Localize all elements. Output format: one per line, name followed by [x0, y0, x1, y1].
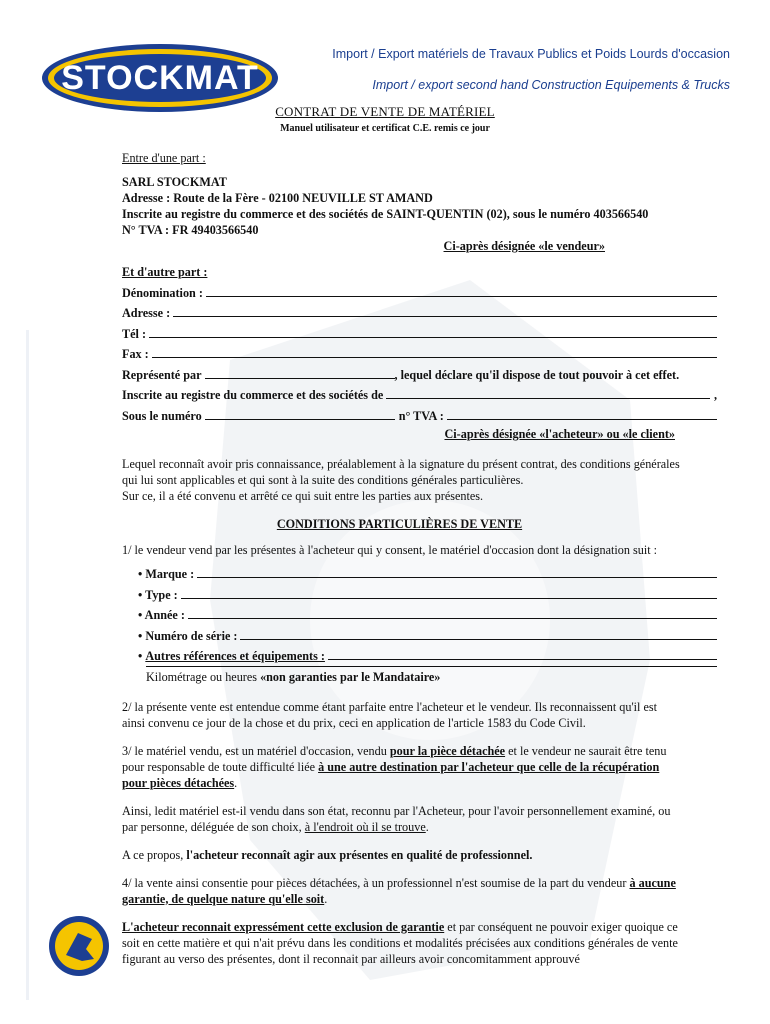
seller-address: Adresse : Route de la Fère - 02100 NEUVILLE ST AMAND — [122, 191, 433, 205]
article4-line-2: garantie, de quelque nature qu'elle soit. — [122, 891, 328, 906]
header-tagline-fr: Import / Export matériels de Travaux Publics et Poids Lourds d'occasion — [332, 47, 730, 61]
preamble-line-1: Lequel reconnaît avoir pris connaissance, préalablement à la signature du présent contrat, des conditions générales — [122, 456, 680, 471]
annee-field[interactable]: • Année : — [122, 603, 717, 624]
type-field[interactable]: • Type : — [122, 582, 717, 603]
stockmat-emblem-icon — [48, 915, 110, 977]
conditions-title: CONDITIONS PARTICULIÈRES DE VENTE — [276, 516, 523, 531]
article1-intro: 1/ le vendeur vend par les présentes à l'acheteur qui y consent, le matériel d'occasion dont la désignation suit : — [122, 542, 658, 557]
buyer-number-field[interactable]: Sous le numéro n° TVA : — [122, 403, 717, 424]
buyer-designation: Ci-après désignée «l'acheteur» ou «le client» — [444, 426, 675, 441]
header-tagline-en: Import / export second hand Construction Equipements & Trucks — [372, 78, 730, 92]
seller-designation: Ci-après désignée «le vendeur» — [443, 239, 605, 253]
exclusion-line-3: figurant au verso des présentes, dont il reconnait par ailleurs avoir concomitamment approuvé — [122, 951, 580, 966]
exclusion-line-2: soit en cette matière et qui n'ait prévu dans les conditions et modalités précisées aux conditions générales de vente — [122, 935, 678, 950]
ainsi-line-2: par personne, déléguée de son choix, à l'endroit où il se trouve. — [122, 819, 429, 834]
seller-intro: Entre d'une part : — [122, 151, 206, 165]
serie-field[interactable]: • Numéro de série : — [122, 623, 717, 644]
buyer-registry-field[interactable]: Inscrite au registre du commerce et des sociétés de , — [122, 388, 717, 402]
contract-subtitle: Manuel utilisateur et certificat C.E. remis ce jour — [280, 123, 490, 134]
contract-title: CONTRAT DE VENTE DE MATÉRIEL — [275, 104, 495, 119]
exclusion-line-1: L'acheteur reconnait expressément cette exclusion de garantie et par conséquent ne pouvoir exiger quoique ce — [122, 919, 678, 934]
svg-text:STOCKMAT: STOCKMAT — [61, 59, 259, 97]
marque-field[interactable]: • Marque : — [122, 562, 717, 583]
article3-line-1: 3/ le matériel vendu, est un matériel d'occasion, vendu pour la pièce détachée et le vendeur ne saurait être tenu — [122, 743, 667, 758]
seller-vat: N° TVA : FR 49403566540 — [122, 223, 259, 237]
buyer-denomination-field[interactable]: Dénomination : — [122, 280, 717, 301]
km-field[interactable]: Kilométrage ou heures «non garanties par le Mandataire» — [122, 664, 717, 685]
seller-registry: Inscrite au registre du commerce et des sociétés de SAINT-QUENTIN (02), sous le numéro 403566540 — [122, 207, 649, 221]
buyer-intro: Et d'autre part : — [122, 265, 208, 279]
ainsi-line-1: Ainsi, ledit matériel est-il vendu dans son état, reconnu par l'Acheteur, pour l'avoir personnellement examiné, ou — [122, 803, 671, 818]
autres-field[interactable]: • Autres références et équipements : — [122, 644, 717, 665]
contract-body — [122, 150, 717, 967]
article2-line-2: ainsi convenu ce jour de la chose et du prix, ceci en application de l'article 1583 du Code Civil. — [122, 715, 586, 730]
preamble-line-3: Sur ce, il a été convenu et arrêté ce qui suit entre les parties aux présentes. — [122, 488, 484, 503]
left-margin-shade — [26, 330, 29, 1000]
article3-line-2: pour responsable de toute difficulté liée à une autre destination par l'acheteur que celle de la récupération — [122, 759, 660, 774]
buyer-represented-field[interactable]: Représenté par , lequel déclare qu'il dispose de tout pouvoir à cet effet. — [122, 367, 680, 382]
article4-line-1: 4/ la vente ainsi consentie pour pièces détachées, à un professionnel n'est soumise de la part du vendeur à aucune — [122, 875, 676, 890]
buyer-fax-field[interactable]: Fax : — [122, 342, 717, 363]
buyer-tel-field[interactable]: Tél : — [122, 321, 717, 342]
buyer-address-field[interactable]: Adresse : — [122, 301, 717, 322]
article2-line-1: 2/ la présente vente est entendue comme étant parfaite entre l'acheteur et le vendeur. Ils reconnaissent qu'il est — [122, 699, 657, 714]
article3-line-3: pour pièces détachées. — [122, 775, 238, 790]
propos-line: A ce propos, l'acheteur reconnaît agir aux présentes en qualité de professionnel. — [122, 847, 533, 862]
preamble-line-2: qui lui sont applicables et qui sont à la suite des conditions générales particulières. — [122, 472, 524, 487]
seller-name: SARL STOCKMAT — [122, 175, 227, 189]
